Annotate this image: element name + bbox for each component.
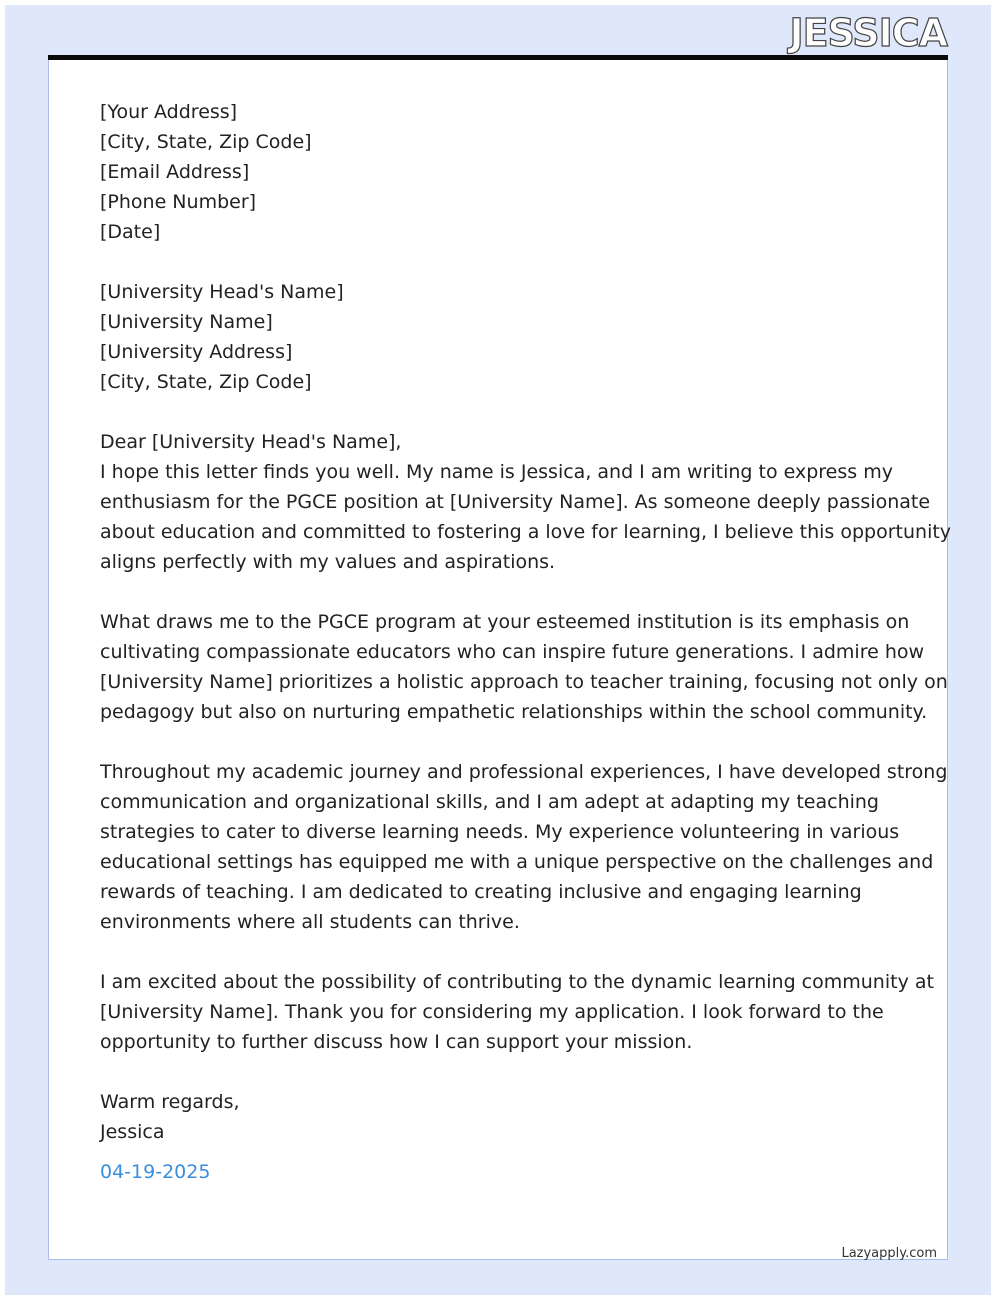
paragraph-line: pedagogy but also on nurturing empathetic relationships within the school community. — [100, 701, 928, 723]
paragraph-line: rewards of teaching. I am dedicated to creating inclusive and engaging learning — [100, 881, 862, 903]
cover-letter — [100, 97, 952, 1187]
paragraph-line: What draws me to the PGCE program at your esteemed institution is its emphasis on — [100, 611, 910, 633]
closing: Warm regards, — [100, 1091, 240, 1113]
paragraph-line: opportunity to further discuss how I can support your mission. — [100, 1031, 693, 1053]
paragraph-line: enthusiasm for the PGCE position at [University Name]. As someone deeply passionate — [100, 491, 931, 513]
date-stamp: 04-19-2025 — [100, 1161, 211, 1183]
body-paragraph-1 — [100, 457, 952, 577]
signature: Jessica — [100, 1121, 165, 1143]
recipient-university-name: [University Name] — [100, 311, 273, 333]
footer-brand: Lazyapply.com — [841, 1246, 937, 1261]
sender-city-state-zip: [City, State, Zip Code] — [100, 131, 312, 153]
header-name: JESSICA — [789, 11, 947, 55]
sender-date: [Date] — [100, 221, 161, 243]
recipient-head-name: [University Head's Name] — [100, 281, 344, 303]
paragraph-line: strategies to cater to diverse learning needs. My experience volunteering in various — [100, 821, 900, 843]
paragraph-line: I hope this letter finds you well. My name is Jessica, and I am writing to express my — [100, 461, 893, 483]
salutation: Dear [University Head's Name], — [100, 431, 402, 453]
recipient-university-address: [University Address] — [100, 341, 293, 363]
paragraph-line: communication and organizational skills, and I am adept at adapting my teaching — [100, 791, 879, 813]
body-paragraph-2 — [100, 607, 948, 727]
sender-block — [100, 97, 900, 247]
recipient-block — [100, 277, 900, 397]
sender-email: [Email Address] — [100, 161, 250, 183]
body-paragraph-4 — [100, 967, 934, 1057]
paragraph-line: [University Name]. Thank you for considering my application. I look forward to the — [100, 1001, 884, 1023]
paragraph-line: aligns perfectly with my values and aspirations. — [100, 551, 556, 573]
sender-phone: [Phone Number] — [100, 191, 257, 213]
paragraph-line: cultivating compassionate educators who can inspire future generations. I admire how — [100, 641, 925, 663]
body-paragraph-3 — [100, 757, 948, 937]
paragraph-line: educational settings has equipped me with a unique perspective on the challenges and — [100, 851, 934, 873]
paragraph-line: Throughout my academic journey and professional experiences, I have developed strong — [100, 761, 948, 783]
paragraph-line: I am excited about the possibility of contributing to the dynamic learning community at — [100, 971, 934, 993]
paragraph-line: [University Name] prioritizes a holistic approach to teacher training, focusing not only on — [100, 671, 948, 693]
recipient-city-state-zip: [City, State, Zip Code] — [100, 371, 312, 393]
sender-address: [Your Address] — [100, 101, 238, 123]
paragraph-line: about education and committed to fostering a love for learning, I believe this opportunity — [100, 521, 952, 543]
paragraph-line: environments where all students can thrive. — [100, 911, 520, 933]
